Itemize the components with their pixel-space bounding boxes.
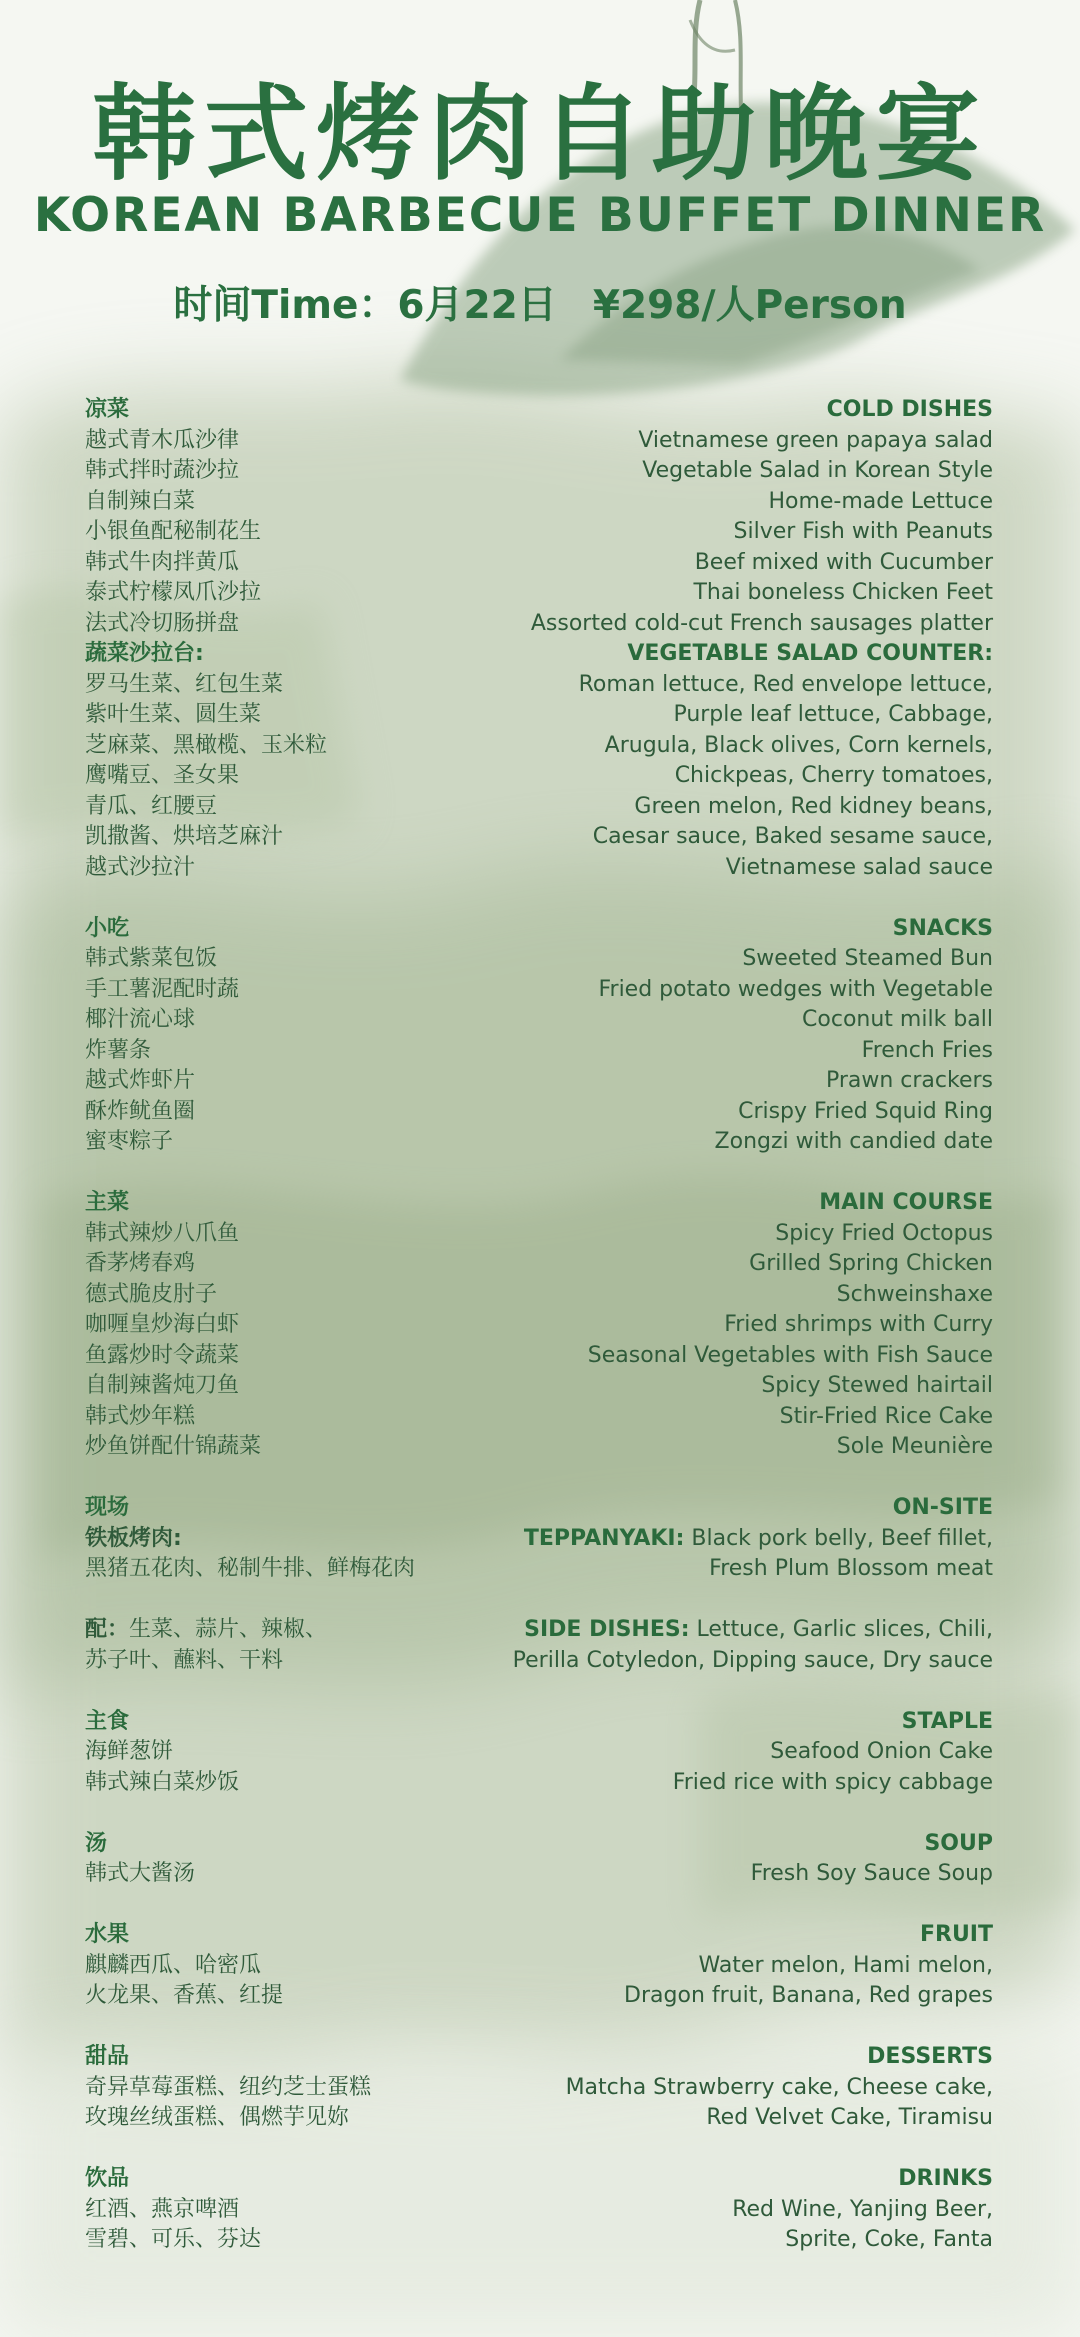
menu-item <box>85 2102 993 2133</box>
item-name-english: Coconut milk ball <box>802 1007 993 1032</box>
menu-item <box>85 425 993 456</box>
menu-item <box>85 1553 993 1584</box>
item-name-english: Arugula, Black olives, Corn kernels, <box>604 733 993 758</box>
item-name-chinese: 紫叶生菜、圆生菜 <box>85 702 262 727</box>
item-name-chinese: 韩式辣白菜炒饭 <box>85 1770 240 1795</box>
item-name-english: Fried rice with spicy cabbage <box>672 1770 993 1795</box>
item-name-english: Crispy Fried Squid Ring <box>738 1099 993 1124</box>
item-name-english: Spicy Stewed hairtail <box>761 1373 993 1398</box>
section-header <box>85 638 993 669</box>
title-english: KOREAN BARBECUE BUFFET DINNER <box>33 188 1047 243</box>
section-title-english: DRINKS <box>898 2166 993 2191</box>
item-name-english: Zongzi with candied date <box>714 1129 993 1154</box>
menu-item <box>85 1340 993 1371</box>
menu-item <box>85 455 993 486</box>
item-name-chinese: 蜜枣粽子 <box>85 1129 174 1154</box>
item-name-english: Sweeted Steamed Bun <box>742 946 993 971</box>
item-name-english: TEPPANYAKI: Black pork belly, Beef fillet, <box>523 1526 993 1551</box>
item-name-chinese: 罗马生菜、红包生菜 <box>85 672 284 697</box>
menu-item <box>85 821 993 852</box>
section-title-english: FRUIT <box>919 1922 993 1947</box>
menu-item <box>85 608 993 639</box>
section-header <box>85 1492 993 1523</box>
section-title-chinese: 现场 <box>85 1495 130 1520</box>
item-name-english: Vietnamese salad sauce <box>725 855 993 880</box>
item-name-chinese: 炒鱼饼配什锦蔬菜 <box>85 1434 262 1459</box>
section-title-english: COLD DISHES <box>826 397 993 422</box>
section-title-english: SNACKS <box>892 916 993 941</box>
menu-item <box>85 516 993 547</box>
sub-section-label-english: SIDE DISHES: <box>524 1617 690 1642</box>
menu-item <box>85 1401 993 1432</box>
item-name-english: Thai boneless Chicken Feet <box>693 580 993 605</box>
item-name-english: Stir-Fried Rice Cake <box>779 1404 993 1429</box>
menu-item <box>85 547 993 578</box>
item-name-chinese: 火龙果、香蕉、红提 <box>85 1983 284 2008</box>
item-name-english: Red Wine, Yanjing Beer, <box>732 2197 993 2222</box>
menu-item <box>85 1370 993 1401</box>
item-name-english: Spicy Fried Octopus <box>775 1221 993 1246</box>
item-name-chinese: 雪碧、可乐、芬达 <box>85 2227 262 2252</box>
menu-item <box>85 699 993 730</box>
menu-item <box>85 669 993 700</box>
event-time: 时间Time：6月22日 <box>173 283 557 328</box>
section-header <box>85 1919 993 1950</box>
section-title-english: STAPLE <box>901 1709 993 1734</box>
item-name-chinese: 越式青木瓜沙律 <box>85 428 240 453</box>
item-name-chinese: 奇异草莓蛋糕、纽约芝士蛋糕 <box>85 2075 372 2100</box>
section-header <box>85 1187 993 1218</box>
menu-item <box>85 1614 993 1645</box>
section-title-chinese: 蔬菜沙拉台: <box>85 641 204 666</box>
section-header <box>85 2163 993 2194</box>
menu-item <box>85 760 993 791</box>
section-title-chinese: 水果 <box>85 1922 130 1947</box>
section-title-chinese: 凉菜 <box>85 397 130 422</box>
item-name-chinese: 小银鱼配秘制花生 <box>85 519 262 544</box>
section-title-english: DESSERTS <box>867 2044 993 2069</box>
menu-item <box>85 1431 993 1462</box>
item-name-chinese: 越式炸虾片 <box>85 1068 196 1093</box>
section-header <box>85 394 993 425</box>
item-name-chinese: 芝麻菜、黑橄榄、玉米粒 <box>85 733 328 758</box>
item-name-english: Sprite, Coke, Fanta <box>785 2227 993 2252</box>
item-name-chinese: 苏子叶、蘸料、干料 <box>85 1648 284 1673</box>
item-name-english: Green melon, Red kidney beans, <box>634 794 993 819</box>
date-price-line <box>0 280 1080 332</box>
item-name-chinese: 自制辣白菜 <box>85 489 196 514</box>
menu-item <box>85 791 993 822</box>
item-name-english: Home-made Lettuce <box>768 489 993 514</box>
menu-item <box>85 577 993 608</box>
item-name-english: Grilled Spring Chicken <box>749 1251 993 1276</box>
item-name-chinese: 玫瑰丝绒蛋糕、偶燃芋见妳 <box>85 2105 350 2130</box>
item-name-chinese: 椰汁流心球 <box>85 1007 196 1032</box>
item-name-chinese: 红酒、燕京啤酒 <box>85 2197 240 2222</box>
menu-item <box>85 1218 993 1249</box>
item-name-chinese: 韩式炒年糕 <box>85 1404 196 1429</box>
menu-item <box>85 2224 993 2255</box>
menu-item <box>85 1065 993 1096</box>
menu-item <box>85 2072 993 2103</box>
item-name-english: Prawn crackers <box>825 1068 993 1093</box>
sub-section-label-english: TEPPANYAKI: <box>523 1526 685 1551</box>
item-name-chinese: 青瓜、红腰豆 <box>85 794 218 819</box>
menu-item <box>85 1309 993 1340</box>
section-title-english: MAIN COURSE <box>819 1190 993 1215</box>
menu-item <box>85 1858 993 1889</box>
item-name-english: Schweinshaxe <box>836 1282 993 1307</box>
item-name-english: Fresh Plum Blossom meat <box>709 1556 993 1581</box>
item-name-english: SIDE DISHES: Lettuce, Garlic slices, Chili, <box>524 1617 993 1642</box>
section-header <box>85 2041 993 2072</box>
item-name-chinese: 黑猪五花肉、秘制牛排、鲜梅花肉 <box>85 1556 416 1581</box>
section-header <box>85 1706 993 1737</box>
item-name-english: Fresh Soy Sauce Soup <box>750 1861 993 1886</box>
section-title-chinese: 主菜 <box>85 1190 130 1215</box>
section-title-english: VEGETABLE SALAD COUNTER: <box>627 641 993 666</box>
item-name-english: Sole Meunière <box>836 1434 993 1459</box>
item-name-english: Fried shrimps with Curry <box>724 1312 993 1337</box>
item-name-chinese: 韩式牛肉拌黄瓜 <box>85 550 240 575</box>
item-name-english: Vegetable Salad in Korean Style <box>642 458 993 483</box>
item-name-chinese: 韩式大酱汤 <box>85 1861 196 1886</box>
item-name-chinese: 法式冷切肠拼盘 <box>85 611 240 636</box>
menu-item <box>85 1523 993 1554</box>
item-name-english: Matcha Strawberry cake, Cheese cake, <box>565 2075 993 2100</box>
menu-item <box>85 1980 993 2011</box>
item-name-chinese: 香茅烤春鸡 <box>85 1251 196 1276</box>
item-name-chinese: 咖喱皇炒海白虾 <box>85 1312 240 1337</box>
item-name-chinese: 酥炸鱿鱼圈 <box>85 1099 196 1124</box>
menu-item <box>85 1126 993 1157</box>
item-name-english: Water melon, Hami melon, <box>698 1953 993 1978</box>
item-name-chinese: 越式沙拉汁 <box>85 855 196 880</box>
item-name-chinese: 韩式拌时蔬沙拉 <box>85 458 240 483</box>
item-name-chinese: 韩式紫菜包饭 <box>85 946 218 971</box>
menu-item <box>85 1004 993 1035</box>
item-name-chinese: 泰式柠檬凤爪沙拉 <box>85 580 262 605</box>
item-name-english: Fried potato wedges with Vegetable <box>598 977 993 1002</box>
item-name-english: Roman lettuce, Red envelope lettuce, <box>578 672 993 697</box>
item-name-english: Vietnamese green papaya salad <box>638 428 993 453</box>
section-title-chinese: 甜品 <box>85 2044 130 2069</box>
side-dishes-label-chinese: 配： <box>85 1617 130 1642</box>
item-name-english: Chickpeas, Cherry tomatoes, <box>674 763 993 788</box>
item-name-english: French Fries <box>861 1038 993 1063</box>
item-name-chinese: 手工薯泥配时蔬 <box>85 977 240 1002</box>
item-name-english: Perilla Cotyledon, Dipping sauce, Dry sauce <box>512 1648 993 1673</box>
item-name-chinese: 配：生菜、蒜片、辣椒、 <box>85 1617 328 1642</box>
menu-item <box>85 943 993 974</box>
menu-item <box>85 2194 993 2225</box>
menu-item <box>85 974 993 1005</box>
item-name-chinese: 麒麟西瓜、哈密瓜 <box>85 1953 262 1978</box>
item-name-chinese: 鱼露炒时令蔬菜 <box>85 1343 240 1368</box>
item-name-english: Seafood Onion Cake <box>770 1739 993 1764</box>
item-name-english: Purple leaf lettuce, Cabbage, <box>673 702 993 727</box>
item-name-chinese: 铁板烤肉: <box>85 1526 182 1551</box>
menu-item <box>85 1096 993 1127</box>
menu-item <box>85 1035 993 1066</box>
section-title-chinese: 小吃 <box>85 916 130 941</box>
item-name-english: Dragon fruit, Banana, Red grapes <box>624 1983 993 2008</box>
item-name-chinese: 凯撒酱、烘培芝麻汁 <box>85 824 284 849</box>
menu-item <box>85 852 993 883</box>
menu-item <box>85 1950 993 1981</box>
menu-item <box>85 730 993 761</box>
item-name-english: Caesar sauce, Baked sesame sauce, <box>592 824 993 849</box>
item-name-english: Red Velvet Cake, Tiramisu <box>706 2105 993 2130</box>
item-name-chinese: 炸薯条 <box>85 1038 152 1063</box>
menu-item <box>85 486 993 517</box>
title-chinese: 韩式烤肉自助晚宴 <box>91 73 988 195</box>
item-name-chinese: 鹰嘴豆、圣女果 <box>85 763 240 788</box>
section-header <box>85 913 993 944</box>
section-title-chinese: 主食 <box>85 1709 130 1734</box>
menu-item <box>85 1248 993 1279</box>
item-name-english: Seasonal Vegetables with Fish Sauce <box>587 1343 993 1368</box>
section-header <box>85 1828 993 1859</box>
menu-item <box>85 1767 993 1798</box>
item-name-chinese: 韩式辣炒八爪鱼 <box>85 1221 240 1246</box>
section-title-chinese: 汤 <box>85 1831 108 1856</box>
event-price: ¥298/人Person <box>592 283 907 328</box>
menu-item <box>85 1736 993 1767</box>
item-name-english: Assorted cold-cut French sausages platter <box>530 611 993 636</box>
section-title-chinese: 饮品 <box>85 2166 130 2191</box>
item-name-chinese: 海鲜葱饼 <box>85 1739 174 1764</box>
item-name-english: Silver Fish with Peanuts <box>733 519 993 544</box>
section-title-english: SOUP <box>924 1831 993 1856</box>
section-title-english: ON-SITE <box>892 1495 993 1520</box>
menu-item <box>85 1279 993 1310</box>
item-name-chinese: 德式脆皮肘子 <box>85 1282 218 1307</box>
item-name-english: Beef mixed with Cucumber <box>694 550 993 575</box>
item-name-chinese: 自制辣酱炖刀鱼 <box>85 1373 240 1398</box>
menu-item <box>85 1645 993 1676</box>
